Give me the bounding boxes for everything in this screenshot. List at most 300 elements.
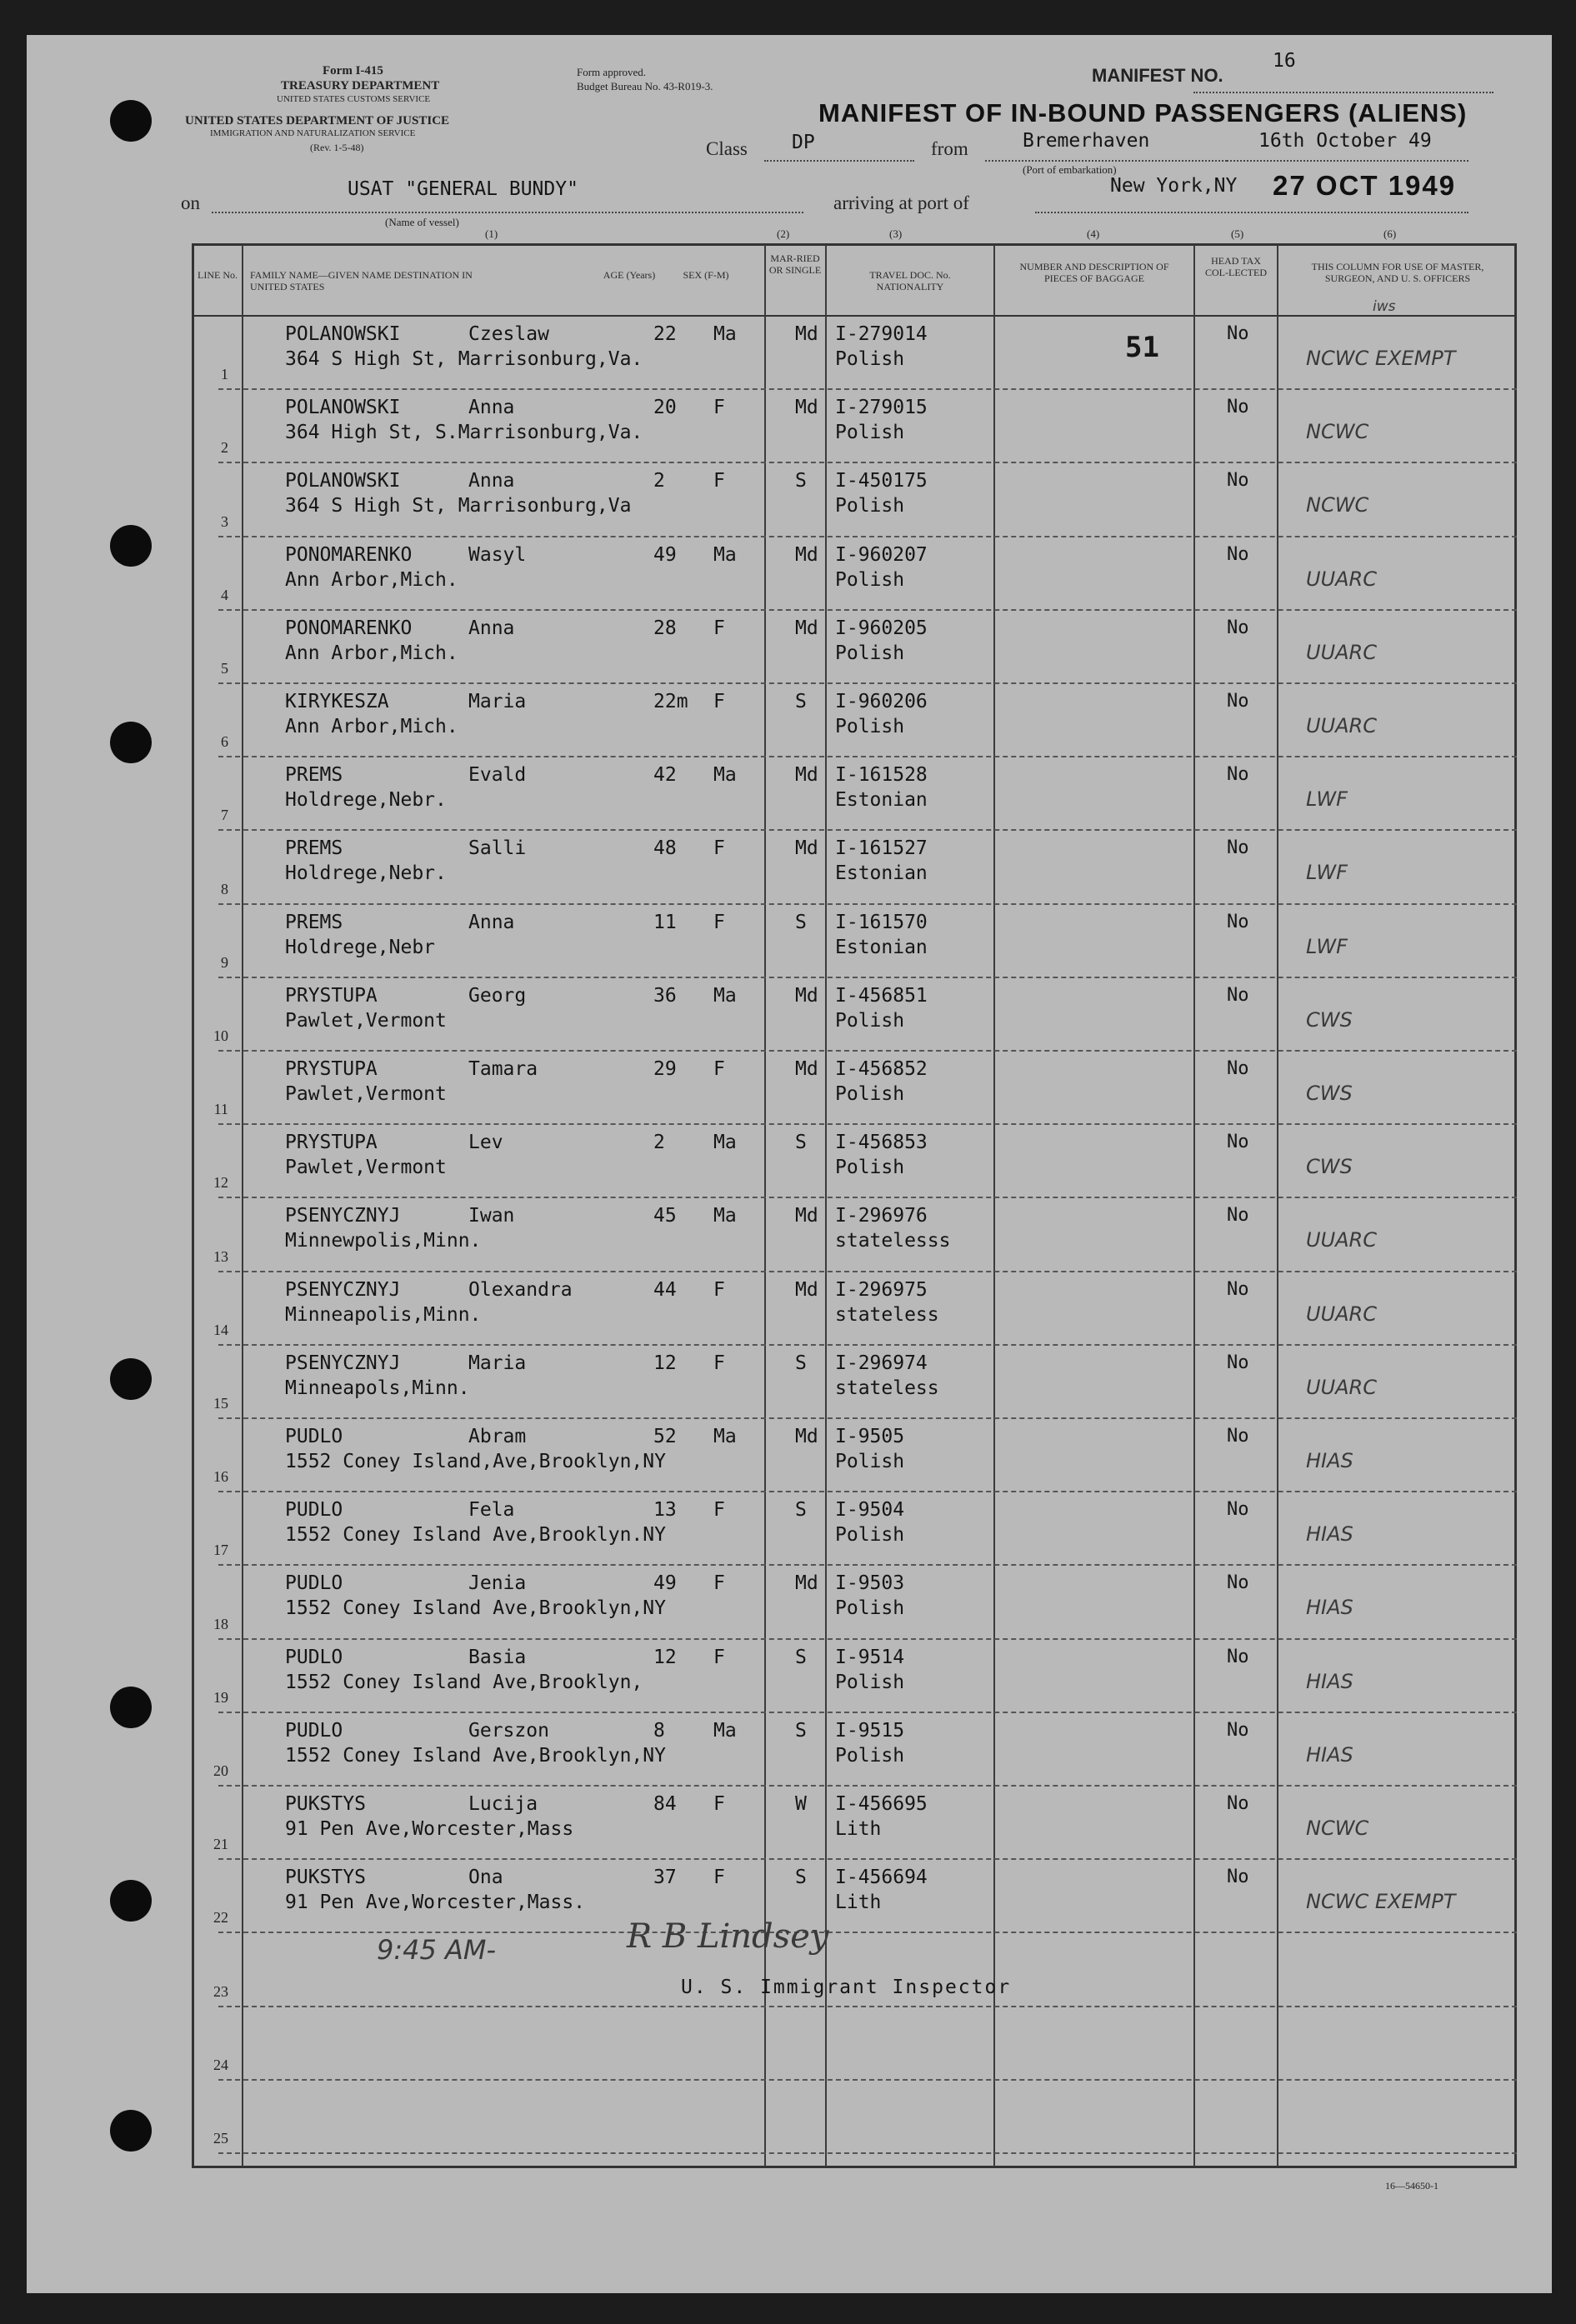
- family-name: PREMS: [285, 911, 343, 933]
- customs-service: UNITED STATES CUSTOMS SERVICE: [277, 94, 431, 104]
- line-number: 1: [221, 366, 228, 383]
- row-rule: [218, 682, 1517, 684]
- port-value: New York,NY: [1110, 175, 1238, 197]
- marital-status: S: [795, 1646, 807, 1668]
- marital-status: S: [795, 1132, 807, 1154]
- family-name: PUKSTYS: [285, 1793, 366, 1815]
- from-value: Bremerhaven: [1023, 130, 1150, 152]
- age: 28: [653, 617, 677, 639]
- age: 12: [653, 1646, 677, 1668]
- travel-doc-no: I-279014: [835, 323, 928, 345]
- row-rule: [218, 1123, 1517, 1125]
- given-name: Georg: [468, 984, 527, 1007]
- officer-note: NCWC: [1306, 420, 1369, 444]
- given-name: Tamara: [468, 1058, 538, 1080]
- head-tax: No: [1227, 984, 1249, 1006]
- family-name: POLANOWSKI: [285, 323, 401, 345]
- line-number: 14: [213, 1321, 228, 1338]
- nationality: Polish: [835, 1597, 905, 1620]
- given-name: Gerszon: [468, 1719, 549, 1742]
- marital-status: Md: [795, 837, 818, 860]
- head-tax: No: [1227, 1205, 1249, 1227]
- line-number: 17: [213, 1542, 228, 1559]
- sex: Ma: [713, 984, 737, 1007]
- nationality: Estonian: [835, 789, 928, 812]
- ins-service: IMMIGRATION AND NATURALIZATION SERVICE: [210, 128, 416, 138]
- head-tax: No: [1227, 1867, 1249, 1888]
- row-rule: [218, 2152, 1517, 2154]
- row-rule: [218, 1785, 1517, 1787]
- row-rule: [218, 609, 1517, 611]
- nationality: stateless: [835, 1377, 939, 1399]
- line-number: 23: [213, 1982, 228, 2000]
- header-officer-use: THIS COLUMN FOR USE OF MASTER, SURGEON, AND U. S. OFFICERS: [1311, 261, 1484, 284]
- line-number: 11: [213, 1101, 228, 1118]
- given-name: Lev: [468, 1132, 503, 1154]
- line-number: 5: [221, 660, 228, 677]
- given-name: Salli: [468, 837, 527, 860]
- officer-note: LWF: [1306, 861, 1348, 885]
- nationality: Polish: [835, 1744, 905, 1767]
- marital-status: S: [795, 1499, 807, 1522]
- officer-note: CWS: [1306, 1155, 1353, 1179]
- travel-doc-no: I-9505: [835, 1426, 905, 1447]
- arrival-date-stamp: 27 OCT 1949: [1273, 170, 1457, 201]
- officer-note: NCWC: [1306, 1817, 1369, 1840]
- line-number: 4: [221, 586, 228, 603]
- sex: Ma: [713, 764, 737, 787]
- travel-doc-no: I-9503: [835, 1572, 905, 1595]
- line-number: 21: [213, 1836, 228, 1853]
- family-name: PRYSTUPA: [285, 1058, 378, 1080]
- given-name: Anna: [468, 397, 515, 419]
- col-number-4: (4): [1087, 227, 1100, 240]
- nationality: statelesss: [835, 1230, 951, 1252]
- given-name: Jenia: [468, 1572, 527, 1595]
- nationality: Polish: [835, 1009, 905, 1032]
- travel-doc-no: I-456695: [835, 1793, 928, 1815]
- baggage-count: 51: [1125, 331, 1159, 364]
- head-tax: No: [1227, 1572, 1249, 1594]
- given-name: Ona: [468, 1867, 503, 1889]
- destination: 91 Pen Ave,Worcester,Mass: [285, 1818, 574, 1840]
- nationality: Estonian: [835, 936, 928, 958]
- family-name: PUDLO: [285, 1719, 343, 1742]
- sex: Ma: [713, 543, 737, 566]
- sex: Ma: [713, 1205, 737, 1227]
- header-name: FAMILY NAME—GIVEN NAME DESTINATION IN UNITED STATES: [250, 269, 473, 292]
- destination: 1552 Coney Island Ave,Brooklyn,NY: [285, 1744, 666, 1767]
- travel-doc-no: I-456852: [835, 1058, 928, 1080]
- arriving-label: arriving at port of: [833, 192, 969, 213]
- marital-status: Md: [795, 764, 818, 787]
- vessel-line: [212, 212, 803, 213]
- marital-status: S: [795, 691, 807, 712]
- head-tax: No: [1227, 764, 1249, 786]
- given-name: Czeslaw: [468, 323, 549, 345]
- line-number: 24: [213, 2056, 228, 2073]
- from-label: from: [931, 138, 968, 159]
- embarkation-label: (Port of embarkation): [1023, 163, 1117, 176]
- age: 13: [653, 1499, 677, 1522]
- row-rule: [218, 977, 1517, 978]
- age: 49: [653, 543, 677, 566]
- age: 29: [653, 1058, 677, 1080]
- header-married: MAR-RIED OR SINGLE: [768, 252, 822, 276]
- line-number: 2: [221, 439, 228, 457]
- col-divider: [1277, 245, 1278, 2167]
- line-number: 8: [221, 880, 228, 897]
- header-line-no: LINE No.: [198, 269, 238, 281]
- row-rule: [218, 2006, 1517, 2007]
- travel-doc-no: I-161528: [835, 764, 928, 787]
- head-tax: No: [1227, 837, 1249, 859]
- destination: Pawlet,Vermont: [285, 1157, 447, 1179]
- family-name: PUDLO: [285, 1646, 343, 1668]
- given-name: Maria: [468, 691, 527, 712]
- row-rule: [218, 2079, 1517, 2081]
- marital-status: Md: [795, 1278, 818, 1301]
- sex: F: [713, 1646, 725, 1668]
- binder-hole: [110, 2110, 152, 2152]
- given-name: Olexandra: [468, 1278, 573, 1301]
- given-name: Wasyl: [468, 543, 527, 566]
- family-name: PRYSTUPA: [285, 984, 378, 1007]
- officer-note: HIAS: [1306, 1596, 1353, 1620]
- travel-doc-no: I-296974: [835, 1352, 928, 1374]
- marital-status: Md: [795, 397, 818, 419]
- destination: 1552 Coney Island,Ave,Brooklyn,NY: [285, 1451, 666, 1472]
- sex: F: [713, 911, 725, 933]
- head-tax: No: [1227, 1352, 1249, 1373]
- inspector-signature: R B Lindsey: [627, 1917, 829, 1956]
- class-line: [764, 160, 914, 162]
- row-rule: [218, 1638, 1517, 1640]
- family-name: PSENYCZNYJ: [285, 1352, 401, 1374]
- row-rule: [218, 903, 1517, 905]
- family-name: PONOMARENKO: [285, 543, 413, 566]
- nationality: Polish: [835, 1671, 905, 1693]
- officer-note: NCWC EXEMPT: [1306, 347, 1456, 370]
- col-number-5: (5): [1231, 227, 1244, 240]
- head-tax: No: [1227, 323, 1249, 344]
- class-value: DP: [792, 132, 815, 153]
- line-number: 22: [213, 1909, 228, 1927]
- marital-status: S: [795, 470, 807, 492]
- family-name: KIRYKESZA: [285, 691, 389, 712]
- age: 48: [653, 837, 677, 860]
- sex: F: [713, 617, 725, 639]
- age: 2: [653, 1132, 665, 1154]
- col-number-6: (6): [1383, 227, 1397, 240]
- marital-status: Md: [795, 1426, 818, 1447]
- destination: 364 S High St, Marrisonburg,Va: [285, 495, 632, 517]
- officer-note: HIAS: [1306, 1742, 1353, 1767]
- head-tax: No: [1227, 543, 1249, 565]
- officer-note: UUARC: [1306, 640, 1377, 664]
- destination: 91 Pen Ave,Worcester,Mass.: [285, 1892, 586, 1914]
- date-line: [1227, 160, 1468, 162]
- manifest-no-label: MANIFEST NO.: [1092, 65, 1223, 86]
- date-value: 16th October 49: [1258, 130, 1432, 152]
- head-tax: No: [1227, 1278, 1249, 1300]
- age: 8: [653, 1719, 665, 1742]
- line-number: 19: [213, 1688, 228, 1706]
- officer-note: NCWC EXEMPT: [1306, 1890, 1456, 1914]
- marital-status: Md: [795, 617, 818, 639]
- form-number: Form I-415: [323, 64, 383, 77]
- line-number: 12: [213, 1174, 228, 1192]
- age: 52: [653, 1426, 677, 1447]
- officer-note: NCWC: [1306, 493, 1369, 517]
- line-number: 16: [213, 1468, 228, 1486]
- col-divider: [825, 245, 827, 2167]
- justice-dept: UNITED STATES DEPARTMENT OF JUSTICE: [185, 114, 450, 127]
- travel-doc-no: I-456851: [835, 984, 928, 1007]
- nationality: Polish: [835, 716, 905, 737]
- age: 45: [653, 1205, 677, 1227]
- sex: Ma: [713, 323, 737, 345]
- from-line: [985, 160, 1227, 162]
- officer-note: UUARC: [1306, 567, 1377, 591]
- marital-status: Md: [795, 323, 818, 345]
- destination: Minnewpolis,Minn.: [285, 1230, 482, 1252]
- head-tax: No: [1227, 1132, 1249, 1153]
- travel-doc-no: I-9515: [835, 1719, 905, 1742]
- given-name: Abram: [468, 1426, 527, 1447]
- head-tax: No: [1227, 617, 1249, 638]
- col-number-3: (3): [889, 227, 903, 240]
- sex: F: [713, 1278, 725, 1301]
- sex: F: [713, 691, 725, 712]
- travel-doc-no: I-296975: [835, 1278, 928, 1301]
- head-tax: No: [1227, 911, 1249, 932]
- header-baggage: NUMBER AND DESCRIPTION OF PIECES OF BAGGAGE: [1019, 261, 1169, 284]
- family-name: PUDLO: [285, 1426, 343, 1447]
- row-rule: [218, 1271, 1517, 1272]
- age: 22: [653, 323, 677, 345]
- officer-note: HIAS: [1306, 1522, 1353, 1547]
- sex: F: [713, 1058, 725, 1080]
- marital-status: Md: [795, 1205, 818, 1227]
- form-revision: (Rev. 1-5-48): [310, 142, 364, 153]
- family-name: PSENYCZNYJ: [285, 1278, 401, 1301]
- family-name: PONOMARENKO: [285, 617, 413, 639]
- destination: 1552 Coney Island Ave,Brooklyn,NY: [285, 1597, 666, 1620]
- nationality: Polish: [835, 568, 905, 591]
- destination: Pawlet,Vermont: [285, 1009, 447, 1032]
- header-sex: SEX (F-M): [683, 269, 729, 281]
- line-number: 18: [213, 1615, 228, 1632]
- form-code: 16—54650-1: [1385, 2180, 1438, 2192]
- header-age: AGE (Years): [603, 269, 656, 281]
- sex: Ma: [713, 1426, 737, 1447]
- header-travel-doc: TRAVEL DOC. No. NATIONALITY: [869, 269, 951, 292]
- officer-note: LWF: [1306, 934, 1348, 958]
- col-number-2: (2): [777, 227, 790, 240]
- marital-status: S: [795, 1719, 807, 1742]
- marital-status: Md: [795, 984, 818, 1007]
- col-divider: [764, 245, 766, 2167]
- header-officer-initials: iws: [1373, 298, 1396, 315]
- family-name: POLANOWSKI: [285, 397, 401, 419]
- head-tax: No: [1227, 1793, 1249, 1814]
- marital-status: Md: [795, 543, 818, 566]
- col-divider: [1193, 245, 1195, 2167]
- destination: Holdrege,Nebr: [285, 936, 436, 958]
- destination: 364 S High St, Marrisonburg,Va.: [285, 348, 643, 370]
- vessel-name: USAT "GENERAL BUNDY": [348, 178, 578, 200]
- head-tax: No: [1227, 1719, 1249, 1741]
- family-name: PSENYCZNYJ: [285, 1205, 401, 1227]
- marital-status: S: [795, 911, 807, 933]
- line-number: 20: [213, 1762, 228, 1779]
- on-label: on: [181, 192, 200, 213]
- class-label: Class: [706, 138, 748, 159]
- header-bottom-rule: [192, 315, 1517, 317]
- travel-doc-no: I-456694: [835, 1867, 928, 1889]
- binder-hole: [110, 100, 152, 142]
- sex: F: [713, 1793, 725, 1815]
- given-name: Basia: [468, 1646, 527, 1668]
- form-approved: Form approved.: [577, 66, 647, 78]
- line-number: 10: [213, 1027, 228, 1044]
- sex: F: [713, 837, 725, 860]
- inspector-title: U. S. Immigrant Inspector: [681, 1977, 1012, 1998]
- line-number: 15: [213, 1395, 228, 1412]
- marital-status: W: [795, 1793, 807, 1815]
- marital-status: S: [795, 1867, 807, 1889]
- age: 12: [653, 1352, 677, 1374]
- head-tax: No: [1227, 1646, 1249, 1667]
- line-number: 13: [213, 1247, 228, 1265]
- destination: Minneapols,Minn.: [285, 1377, 470, 1399]
- binder-hole: [110, 525, 152, 567]
- destination: 1552 Coney Island Ave,Brooklyn,: [285, 1671, 643, 1693]
- family-name: PREMS: [285, 837, 343, 860]
- sex: F: [713, 470, 725, 492]
- officer-note: HIAS: [1306, 1449, 1353, 1472]
- head-tax: No: [1227, 397, 1249, 418]
- given-name: Lucija: [468, 1793, 538, 1815]
- sex: F: [713, 1867, 725, 1889]
- nationality: stateless: [835, 1303, 939, 1326]
- row-rule: [218, 1050, 1517, 1052]
- age: 84: [653, 1793, 677, 1815]
- line-number: 3: [221, 512, 228, 530]
- travel-doc-no: I-296976: [835, 1205, 928, 1227]
- officer-note: UUARC: [1306, 1375, 1377, 1399]
- marital-status: Md: [795, 1572, 818, 1595]
- nationality: Polish: [835, 642, 905, 664]
- travel-doc-no: I-9514: [835, 1646, 905, 1668]
- destination: Ann Arbor,Mich.: [285, 642, 458, 664]
- age: 22m: [653, 691, 688, 712]
- travel-doc-no: I-960206: [835, 691, 928, 712]
- treasury-dept: TREASURY DEPARTMENT: [281, 79, 440, 92]
- officer-note: LWF: [1306, 787, 1348, 812]
- travel-doc-no: I-960207: [835, 543, 928, 566]
- row-rule: [218, 829, 1517, 831]
- travel-doc-no: I-161570: [835, 911, 928, 933]
- destination: Pawlet,Vermont: [285, 1083, 447, 1105]
- family-name: PUDLO: [285, 1499, 343, 1522]
- manifest-no-line: [1193, 92, 1493, 93]
- age: 20: [653, 397, 677, 419]
- row-rule: [218, 1491, 1517, 1492]
- row-rule: [218, 1564, 1517, 1566]
- age: 36: [653, 984, 677, 1007]
- officer-note: CWS: [1306, 1082, 1353, 1105]
- marital-status: S: [795, 1352, 807, 1374]
- officer-note: UUARC: [1306, 714, 1377, 737]
- head-tax: No: [1227, 691, 1249, 712]
- row-rule: [218, 1344, 1517, 1346]
- age: 2: [653, 470, 665, 492]
- age: 11: [653, 911, 677, 933]
- family-name: PRYSTUPA: [285, 1132, 378, 1154]
- nationality: Estonian: [835, 862, 928, 885]
- head-tax: No: [1227, 1058, 1249, 1079]
- destination: Ann Arbor,Mich.: [285, 716, 458, 737]
- given-name: Anna: [468, 617, 515, 639]
- given-name: Fela: [468, 1499, 515, 1522]
- line-number: 6: [221, 733, 228, 751]
- destination: Minneapolis,Minn.: [285, 1303, 482, 1326]
- destination: 1552 Coney Island Ave,Brooklyn.NY: [285, 1524, 666, 1547]
- nationality: Polish: [835, 1524, 905, 1547]
- col-divider: [242, 245, 243, 2167]
- sex: Ma: [713, 1132, 737, 1154]
- nationality: Polish: [835, 1451, 905, 1472]
- line-number: 25: [213, 2130, 228, 2147]
- officer-note: UUARC: [1306, 1302, 1377, 1326]
- given-name: Iwan: [468, 1205, 515, 1227]
- row-rule: [218, 1417, 1517, 1419]
- sex: Ma: [713, 1719, 737, 1742]
- family-name: PUKSTYS: [285, 1867, 366, 1889]
- row-rule: [218, 1197, 1517, 1198]
- destination: Ann Arbor,Mich.: [285, 568, 458, 591]
- head-tax: No: [1227, 1499, 1249, 1521]
- officer-note: HIAS: [1306, 1669, 1353, 1693]
- given-name: Maria: [468, 1352, 527, 1374]
- manifest-title: MANIFEST OF IN-BOUND PASSENGERS (ALIENS): [818, 98, 1468, 127]
- nationality: Polish: [835, 422, 905, 444]
- vessel-label: (Name of vessel): [385, 216, 459, 228]
- nationality: Lith: [835, 1818, 882, 1840]
- row-rule: [218, 756, 1517, 757]
- port-line: [1035, 212, 1468, 213]
- signature-time: 9:45 AM-: [377, 1934, 497, 1966]
- age: 49: [653, 1572, 677, 1595]
- head-tax: No: [1227, 470, 1249, 492]
- sex: F: [713, 1499, 725, 1522]
- nationality: Polish: [835, 1083, 905, 1105]
- travel-doc-no: I-279015: [835, 397, 928, 419]
- nationality: Polish: [835, 1157, 905, 1179]
- age: 42: [653, 764, 677, 787]
- travel-doc-no: I-161527: [835, 837, 928, 860]
- given-name: Anna: [468, 470, 515, 492]
- head-tax: No: [1227, 1426, 1249, 1447]
- destination: Holdrege,Nebr.: [285, 862, 447, 885]
- destination: 364 High St, S.Marrisonburg,Va.: [285, 422, 643, 444]
- row-rule: [218, 1712, 1517, 1713]
- row-rule: [218, 388, 1517, 390]
- travel-doc-no: I-450175: [835, 470, 928, 492]
- travel-doc-no: I-960205: [835, 617, 928, 639]
